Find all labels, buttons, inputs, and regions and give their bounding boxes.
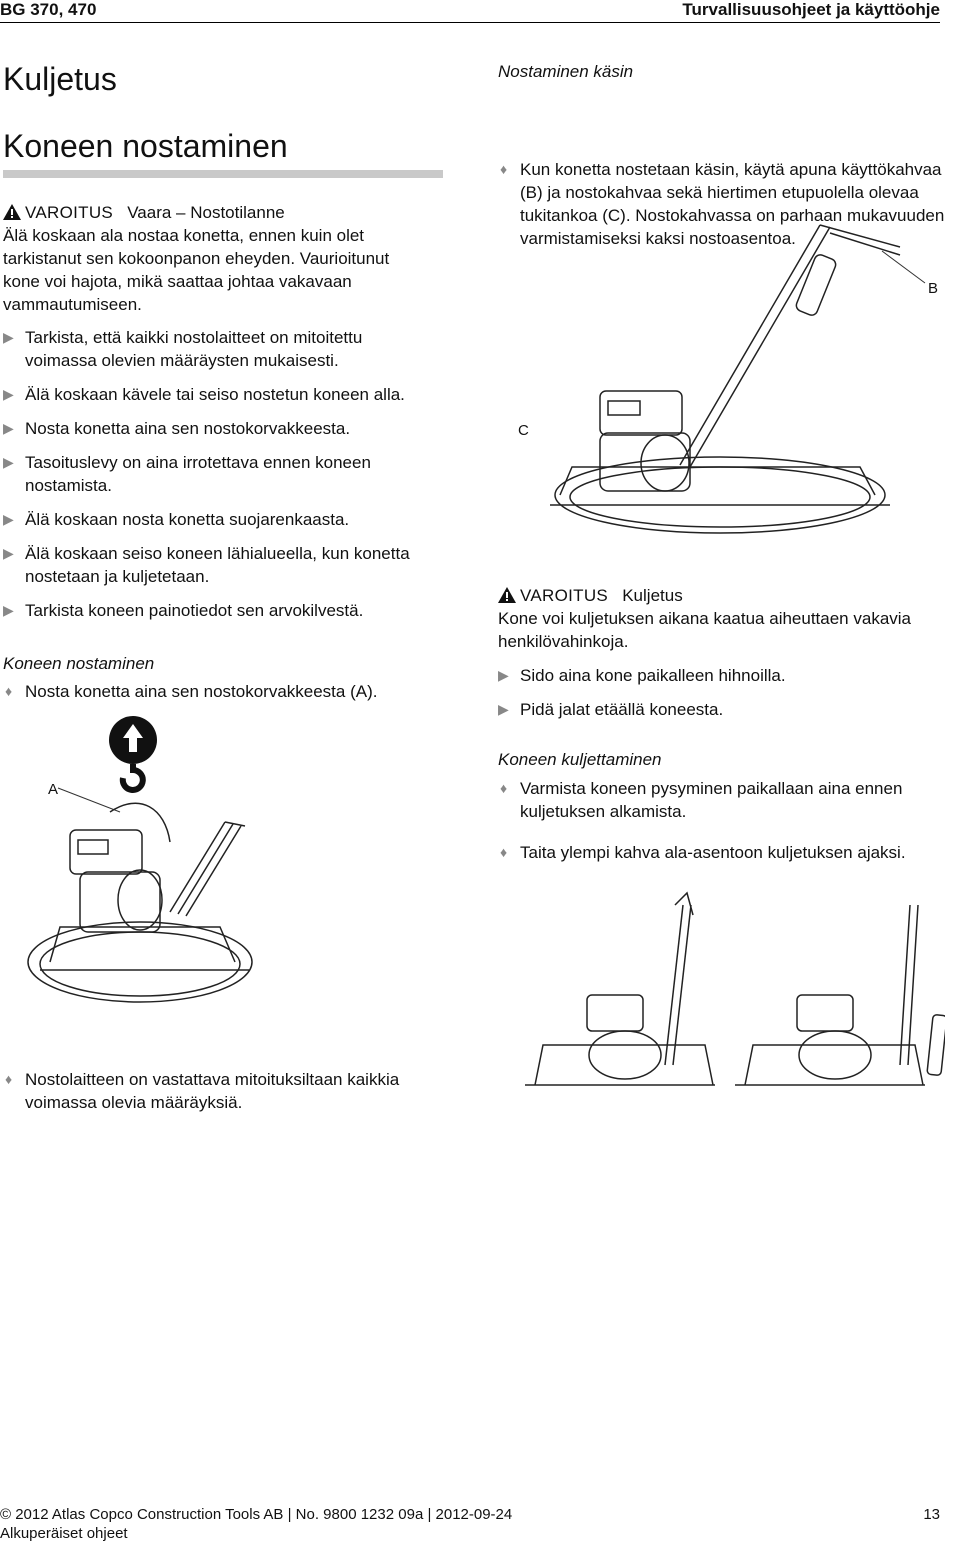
transport-figure (515, 885, 945, 1105)
lifting-equipment-item: ♦ Nostolaitteen on vastattava mitoituksiltaan kaikkia voimassa olevia määräyksiä. (5, 1070, 400, 1112)
safety-bullets (3, 326, 433, 622)
power-trowel-folded-handle-drawing (735, 905, 945, 1085)
warning-icon (3, 204, 21, 220)
figure-label-a: A (48, 781, 59, 798)
lifting-heading: Koneen nostaminen (3, 654, 155, 673)
warning-label: VAROITUS (520, 586, 609, 605)
triangle-bullet-icon: ▶ (3, 386, 14, 402)
header-divider (0, 22, 940, 23)
triangle-bullet-icon: ▶ (3, 545, 14, 561)
power-trowel-drawing (550, 225, 900, 533)
list-item: ▶ Tasoituslevy on aina irrotettava ennen koneen nostamista. (3, 453, 371, 495)
warning-title: Kuljetus (622, 586, 683, 605)
header-model: BG 370, 470 (0, 0, 97, 19)
header-section-title: Turvallisuusohjeet ja käyttöohje (682, 0, 940, 19)
figure-label-b: B (928, 280, 939, 297)
diamond-bullet-icon: ♦ (500, 844, 508, 860)
section-title: Koneen nostaminen (3, 128, 288, 164)
diamond-bullet-icon: ♦ (5, 1071, 13, 1087)
transport-heading: Koneen kuljettaminen (498, 750, 662, 769)
manual-lifting-heading: Nostaminen käsin (498, 62, 634, 81)
power-trowel-drawing (28, 803, 252, 1002)
footer-copyright: © 2012 Atlas Copco Construction Tools AB | No. 9800 1232 09a | 2012-09-24 (0, 1506, 513, 1523)
triangle-bullet-icon: ▶ (498, 701, 509, 717)
figure-label-c: C (518, 422, 529, 439)
diamond-bullet-icon: ♦ (500, 161, 508, 177)
power-trowel-folded-handle-drawing (525, 893, 715, 1085)
list-item: ▶ Tarkista koneen painotiedot sen arvokilvestä. (3, 601, 364, 620)
page-number: 13 (923, 1506, 940, 1523)
lift-hook-icon (109, 716, 157, 790)
transport-items (498, 777, 938, 864)
transport-warning-bullets (498, 664, 938, 721)
triangle-bullet-icon: ▶ (3, 329, 14, 345)
triangle-bullet-icon: ▶ (3, 454, 14, 470)
section-divider (3, 170, 443, 178)
diamond-bullet-icon: ♦ (5, 683, 13, 699)
lifting-hook-figure (20, 712, 300, 1012)
diamond-bullet-icon: ♦ (500, 780, 508, 796)
list-item: ▶ Nosta konetta aina sen nostokorvakkeesta. (3, 419, 351, 438)
warning-title: Vaara – Nostotilanne (127, 203, 285, 222)
triangle-bullet-icon: ▶ (498, 667, 509, 683)
warning-text: Kone voi kuljetuksen aikana kaatua aiheuttaen vakavia henkilövahinkoja. (498, 609, 912, 651)
list-item: ♦ Taita ylempi kahva ala-asentoon kuljetuksen ajaksi. (500, 843, 906, 862)
warning-lifting (3, 201, 423, 316)
warning-label: VAROITUS (25, 203, 114, 222)
triangle-bullet-icon: ▶ (3, 602, 14, 618)
list-item: ♦ Varmista koneen pysyminen paikallaan aina ennen kuljetuksen alkamista. (500, 779, 903, 821)
warning-text: Älä koskaan ala nostaa konetta, ennen kuin olet tarkistanut sen kokoonpanon eheyden. Vaurioitunut kone voi hajota, mikä saattaa johtaa vakavaan vammautumiseen. (3, 226, 390, 314)
manual-lifting-item: ♦ Kun konetta nostetaan käsin, käytä apuna käyttökahvaa (B) ja nostokahvaa sekä hiertimen etupuolella olevaa tukitankoa (C). Nostokahvassa on parhaan mukavuuden varmistamiseksi kaksi nostoasentoa. (500, 160, 945, 248)
list-item: ▶ Älä koskaan seiso koneen lähialueella, kun konetta nostetaan ja kuljetetaan. (3, 544, 410, 586)
list-item: ▶ Tarkista, että kaikki nostolaitteet on mitoitettu voimassa olevien määräysten mukaisesti. (3, 328, 363, 370)
list-item: ▶ Älä koskaan kävele tai seiso nostetun koneen alla. (3, 385, 405, 404)
triangle-bullet-icon: ▶ (3, 420, 14, 436)
list-item: ▶ Pidä jalat etäällä koneesta. (498, 700, 724, 719)
warning-icon (498, 587, 516, 603)
footer-original-instructions: Alkuperäiset ohjeet (0, 1525, 128, 1542)
list-item: ▶ Älä koskaan nosta konetta suojarenkaasta. (3, 510, 350, 529)
manual-lifting-figure (500, 205, 950, 545)
list-item: ▶ Sido aina kone paikalleen hihnoilla. (498, 666, 786, 685)
lifting-item: ♦ Nosta konetta aina sen nostokorvakkeesta (A). (5, 682, 378, 701)
triangle-bullet-icon: ▶ (3, 511, 14, 527)
page-title: Kuljetus (3, 61, 117, 97)
warning-transport (498, 584, 938, 653)
